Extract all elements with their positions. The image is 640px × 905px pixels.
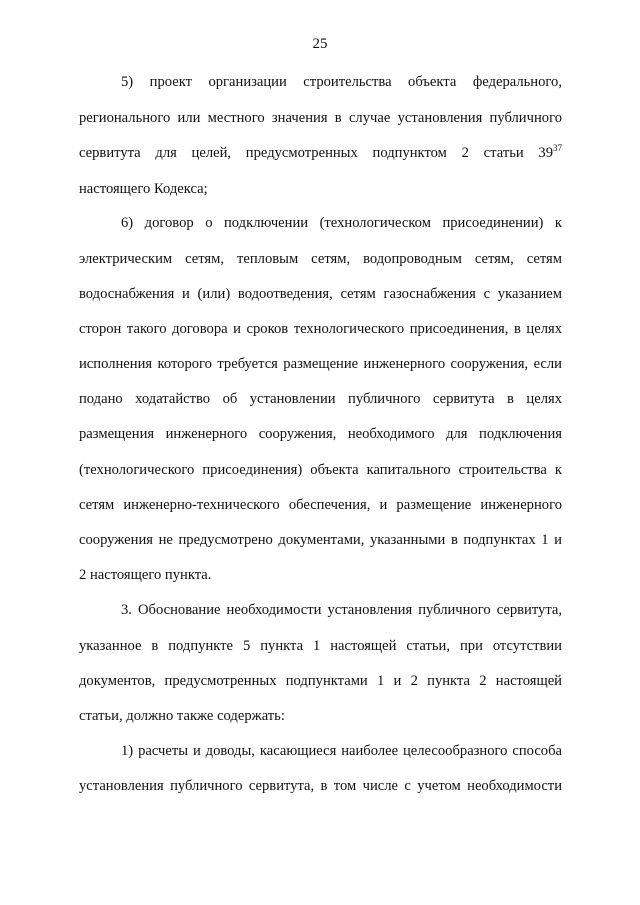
line-text: настоящего Кодекса;: [79, 181, 208, 197]
line-text: подано ходатайство об установлении публичного сервитута в целях: [79, 391, 562, 407]
text-line-11: [79, 424, 562, 444]
line-text: сервитута для целей, предусмотренных подпунктом 2 статьи 39: [79, 145, 553, 161]
text-line-2: [79, 108, 562, 128]
text-line-7: [79, 284, 562, 304]
text-line-10: [79, 389, 562, 409]
superscript: 37: [553, 143, 562, 154]
text-line-6: [79, 249, 562, 269]
text-line-21: [79, 776, 562, 796]
line-text: сетям инженерно-технического обеспечения, и размещение инженерного: [79, 497, 562, 513]
line-text: 5) проект организации строительства объекта федерального,: [121, 74, 562, 90]
text-line-3: [79, 143, 562, 163]
line-text: документов, предусмотренных подпунктами 1 и 2 пункта 2 настоящей: [79, 673, 562, 689]
text-line-4: [79, 179, 562, 199]
text-line-1: [121, 72, 562, 92]
line-text: 2 настоящего пункта.: [79, 567, 212, 583]
text-line-5: [121, 213, 562, 233]
line-text: 6) договор о подключении (технологическом присоединении) к: [121, 215, 562, 231]
text-line-19: [79, 706, 562, 726]
page-number: 25: [312, 36, 328, 52]
line-text: размещения инженерного сооружения, необходимого для подключения: [79, 426, 562, 442]
text-line-15: [79, 565, 562, 585]
text-line-17: [79, 636, 562, 656]
text-line-14: [79, 530, 562, 550]
line-text: регионального или местного значения в случае установления публичного: [79, 110, 562, 126]
text-line-8: [79, 319, 562, 339]
line-text: статьи, должно также содержать:: [79, 708, 285, 724]
line-text: исполнения которого требуется размещение инженерного сооружения, если: [79, 356, 562, 372]
line-text: (технологического присоединения) объекта капитального строительства к: [79, 462, 562, 478]
text-line-18: [79, 671, 562, 691]
text-line-20: [121, 741, 562, 761]
line-text: 1) расчеты и доводы, касающиеся наиболее целесообразного способа: [121, 743, 562, 759]
line-text: электрическим сетям, тепловым сетям, водопроводным сетям, сетям: [79, 251, 562, 267]
text-line-13: [79, 495, 562, 515]
text-line-16: [121, 600, 562, 620]
line-text: указанное в подпункте 5 пункта 1 настоящей статьи, при отсутствии: [79, 638, 562, 654]
line-text: 3. Обоснование необходимости установления публичного сервитута,: [121, 602, 562, 618]
line-text: водоснабжения и (или) водоотведения, сетям газоснабжения с указанием: [79, 286, 562, 302]
text-line-9: [79, 354, 562, 374]
text-line-12: [79, 460, 562, 480]
line-text: сторон такого договора и сроков технологического присоединения, в целях: [79, 321, 562, 337]
line-text: сооружения не предусмотрено документами, указанными в подпунктах 1 и: [79, 532, 562, 548]
line-text: установления публичного сервитута, в том числе с учетом необходимости: [79, 778, 562, 794]
